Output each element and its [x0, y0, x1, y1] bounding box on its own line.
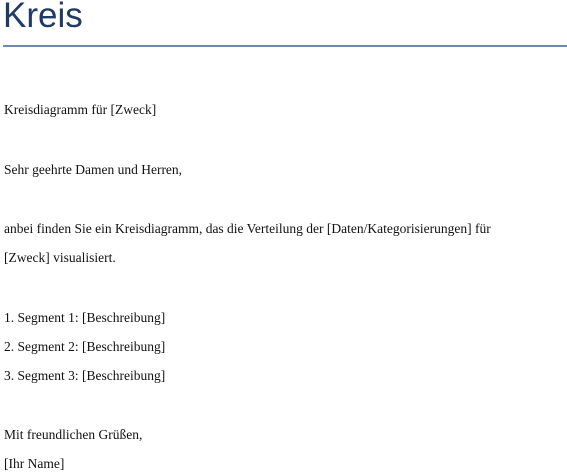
- segment-item-2: 2. Segment 2: [Beschreibung]: [4, 339, 166, 354]
- intro-line-2: [Zweck] visualisiert.: [4, 250, 116, 265]
- subject-line: Kreisdiagramm für [Zweck]: [4, 102, 157, 117]
- closing-line: Mit freundlichen Grüßen,: [4, 427, 143, 442]
- signature-name: [Ihr Name]: [4, 456, 65, 471]
- document-title: Kreis: [3, 0, 83, 35]
- intro-line-1: anbei finden Sie ein Kreisdiagramm, das die Verteilung der [Daten/Kategorisierungen] für: [4, 221, 491, 236]
- title-divider: [3, 45, 567, 47]
- salutation: Sehr geehrte Damen und Herren,: [4, 162, 183, 177]
- segment-item-1: 1. Segment 1: [Beschreibung]: [4, 310, 166, 325]
- segment-item-3: 3. Segment 3: [Beschreibung]: [4, 368, 166, 383]
